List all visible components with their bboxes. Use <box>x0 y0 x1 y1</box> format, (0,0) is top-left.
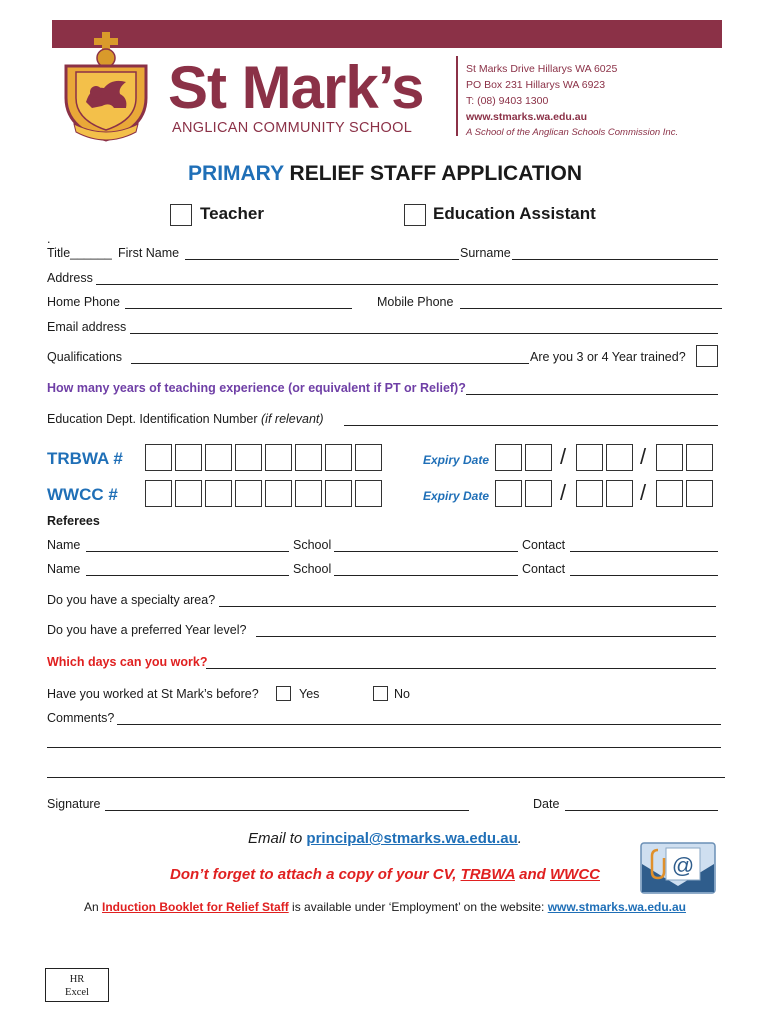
qualifications-label: Qualifications <box>47 350 123 364</box>
trbwa-expiry-label: Expiry Date <box>423 453 490 467</box>
date-label: Date <box>533 797 560 811</box>
wwcc-expiry-cell[interactable] <box>686 480 713 507</box>
referee-2-name-field[interactable] <box>86 575 289 576</box>
specialty-label: Do you have a specialty area? <box>47 593 216 607</box>
wwcc-expiry-cell[interactable] <box>525 480 552 507</box>
signature-label: Signature <box>47 797 101 811</box>
stray-dot: . <box>47 232 51 246</box>
referee-2-school-label: School <box>293 562 332 576</box>
edu-id-label <box>47 412 324 426</box>
attach-wwcc: WWCC <box>550 866 600 883</box>
title-primary: PRIMARY <box>188 162 284 185</box>
induction-middle: is available under ‘Employment’ on the website: <box>288 900 548 914</box>
induction-note <box>0 900 770 914</box>
hr-line-1: HR <box>69 974 85 985</box>
signature-field[interactable] <box>105 810 469 811</box>
trained-checkbox[interactable] <box>696 345 718 367</box>
mobile-phone-field[interactable] <box>460 308 722 309</box>
trbwa-digit-cell[interactable] <box>205 444 232 471</box>
year-level-label: Do you have a preferred Year level? <box>47 623 247 637</box>
comments-label: Comments? <box>47 711 115 725</box>
wwcc-digit-cell[interactable] <box>175 480 202 507</box>
address-line-2: PO Box 231 Hillarys WA 6923 <box>466 79 606 91</box>
wwcc-expiry-cell[interactable] <box>656 480 683 507</box>
wwcc-digit-cell[interactable] <box>325 480 352 507</box>
trbwa-expiry-cell[interactable] <box>686 444 713 471</box>
trbwa-expiry-cell[interactable] <box>495 444 522 471</box>
trained-label: Are you 3 or 4 Year trained? <box>530 350 686 364</box>
svg-text:@: @ <box>671 853 695 878</box>
induction-prefix: An <box>84 900 103 914</box>
phone-number: T: (08) 9403 1300 <box>466 95 549 107</box>
section-divider <box>47 777 725 778</box>
worked-before-no-checkbox[interactable] <box>373 686 388 701</box>
trbwa-digit-cell[interactable] <box>325 444 352 471</box>
address-field[interactable] <box>96 284 718 285</box>
website-link[interactable]: www.stmarks.wa.edu.au <box>466 111 587 123</box>
wwcc-expiry-cell[interactable] <box>495 480 522 507</box>
attach-and: and <box>515 866 551 883</box>
attach-reminder <box>0 866 770 883</box>
surname-field[interactable] <box>512 259 718 260</box>
edu-id-text: Education Dept. Identification Number <box>47 412 262 426</box>
referee-2-contact-label: Contact <box>522 562 566 576</box>
education-assistant-label: Education Assistant <box>433 204 596 223</box>
attach-trbwa: TRBWA <box>460 866 515 883</box>
header-divider <box>456 56 458 136</box>
trbwa-expiry-cell[interactable] <box>576 444 603 471</box>
trbwa-digit-cell[interactable] <box>295 444 322 471</box>
trbwa-expiry-cell[interactable] <box>525 444 552 471</box>
title-rest: RELIEF STAFF APPLICATION <box>289 162 582 185</box>
principal-email-link[interactable]: principal@stmarks.wa.edu.au <box>306 830 518 847</box>
school-website-link[interactable]: www.stmarks.wa.edu.au <box>547 900 686 914</box>
home-phone-label: Home Phone <box>47 295 120 309</box>
date-field[interactable] <box>565 810 718 811</box>
referee-2-name-label: Name <box>47 562 81 576</box>
teacher-label: Teacher <box>200 204 264 223</box>
home-phone-field[interactable] <box>125 308 352 309</box>
referee-2-contact-field[interactable] <box>570 575 718 576</box>
trbwa-expiry-cell[interactable] <box>606 444 633 471</box>
wwcc-expiry-cell[interactable] <box>606 480 633 507</box>
trbwa-digit-cell[interactable] <box>175 444 202 471</box>
wwcc-expiry-cell[interactable] <box>576 480 603 507</box>
email-label: Email address <box>47 320 127 334</box>
address-label: Address <box>47 271 93 285</box>
date-separator: / <box>640 480 647 505</box>
referee-1-school-field[interactable] <box>334 551 518 552</box>
wwcc-digit-cell[interactable] <box>295 480 322 507</box>
wwcc-digit-cell[interactable] <box>355 480 382 507</box>
trbwa-digit-cell[interactable] <box>235 444 262 471</box>
trbwa-expiry-cell[interactable] <box>656 444 683 471</box>
trbwa-digit-cell[interactable] <box>355 444 382 471</box>
comments-field[interactable] <box>117 724 721 725</box>
referee-1-school-label: School <box>293 538 332 552</box>
wwcc-digit-cell[interactable] <box>205 480 232 507</box>
year-level-field[interactable] <box>256 636 716 637</box>
trbwa-label: TRBWA # <box>47 449 123 468</box>
title-label: Title______ <box>47 246 112 260</box>
days-field[interactable] <box>206 668 716 669</box>
wwcc-digit-cell[interactable] <box>145 480 172 507</box>
referee-1-contact-field[interactable] <box>570 551 718 552</box>
wwcc-digit-cell[interactable] <box>265 480 292 507</box>
mobile-phone-label: Mobile Phone <box>377 295 454 309</box>
hr-office-box <box>45 968 109 1002</box>
experience-label: How many years of teaching experience (or equivalent if PT or Relief)? <box>47 381 466 395</box>
first-name-label: First Name <box>118 246 180 260</box>
education-assistant-checkbox[interactable] <box>404 204 426 226</box>
worked-before-yes-checkbox[interactable] <box>276 686 291 701</box>
school-crest-logo <box>56 28 156 148</box>
teacher-checkbox[interactable] <box>170 204 192 226</box>
school-name: St Mark’s <box>168 54 424 121</box>
referee-1-contact-label: Contact <box>522 538 566 552</box>
referee-1-name-field[interactable] <box>86 551 289 552</box>
email-suffix: . <box>517 830 522 847</box>
email-field[interactable] <box>130 333 718 334</box>
qualifications-field[interactable] <box>131 363 529 364</box>
induction-booklet-link[interactable]: Induction Booklet for Relief Staff <box>102 900 289 914</box>
hr-line-2: Excel <box>65 987 89 998</box>
date-separator: / <box>560 444 567 469</box>
school-subtitle: ANGLICAN COMMUNITY SCHOOL <box>172 120 413 136</box>
form-title <box>0 162 770 186</box>
referee-1-name-label: Name <box>47 538 81 552</box>
wwcc-digit-cell[interactable] <box>235 480 262 507</box>
email-prefix: Email to <box>248 830 307 847</box>
wwcc-expiry-label: Expiry Date <box>423 489 490 503</box>
edu-id-note: (if relevant) <box>261 412 324 426</box>
address-line-1: St Marks Drive Hillarys WA 6025 <box>466 63 618 75</box>
experience-field[interactable] <box>466 394 718 395</box>
attach-prefix: Don’t forget to attach a copy of your CV, <box>169 866 461 883</box>
surname-label: Surname <box>460 246 511 260</box>
first-name-field[interactable] <box>185 259 459 260</box>
specialty-field[interactable] <box>219 606 716 607</box>
worked-before-label: Have you worked at St Mark’s before? <box>47 687 259 701</box>
edu-id-field[interactable] <box>344 425 718 426</box>
date-separator: / <box>560 480 567 505</box>
no-label: No <box>394 687 410 701</box>
trbwa-digit-cell[interactable] <box>265 444 292 471</box>
days-label: Which days can you work? <box>47 655 208 669</box>
wwcc-label: WWCC # <box>47 485 118 504</box>
referee-2-school-field[interactable] <box>334 575 518 576</box>
date-separator: / <box>640 444 647 469</box>
yes-label: Yes <box>299 687 320 701</box>
comments-field-line-2[interactable] <box>47 747 721 748</box>
school-tagline: A School of the Anglican Schools Commission Inc. <box>466 127 679 138</box>
referees-heading: Referees <box>47 514 100 528</box>
trbwa-digit-cell[interactable] <box>145 444 172 471</box>
